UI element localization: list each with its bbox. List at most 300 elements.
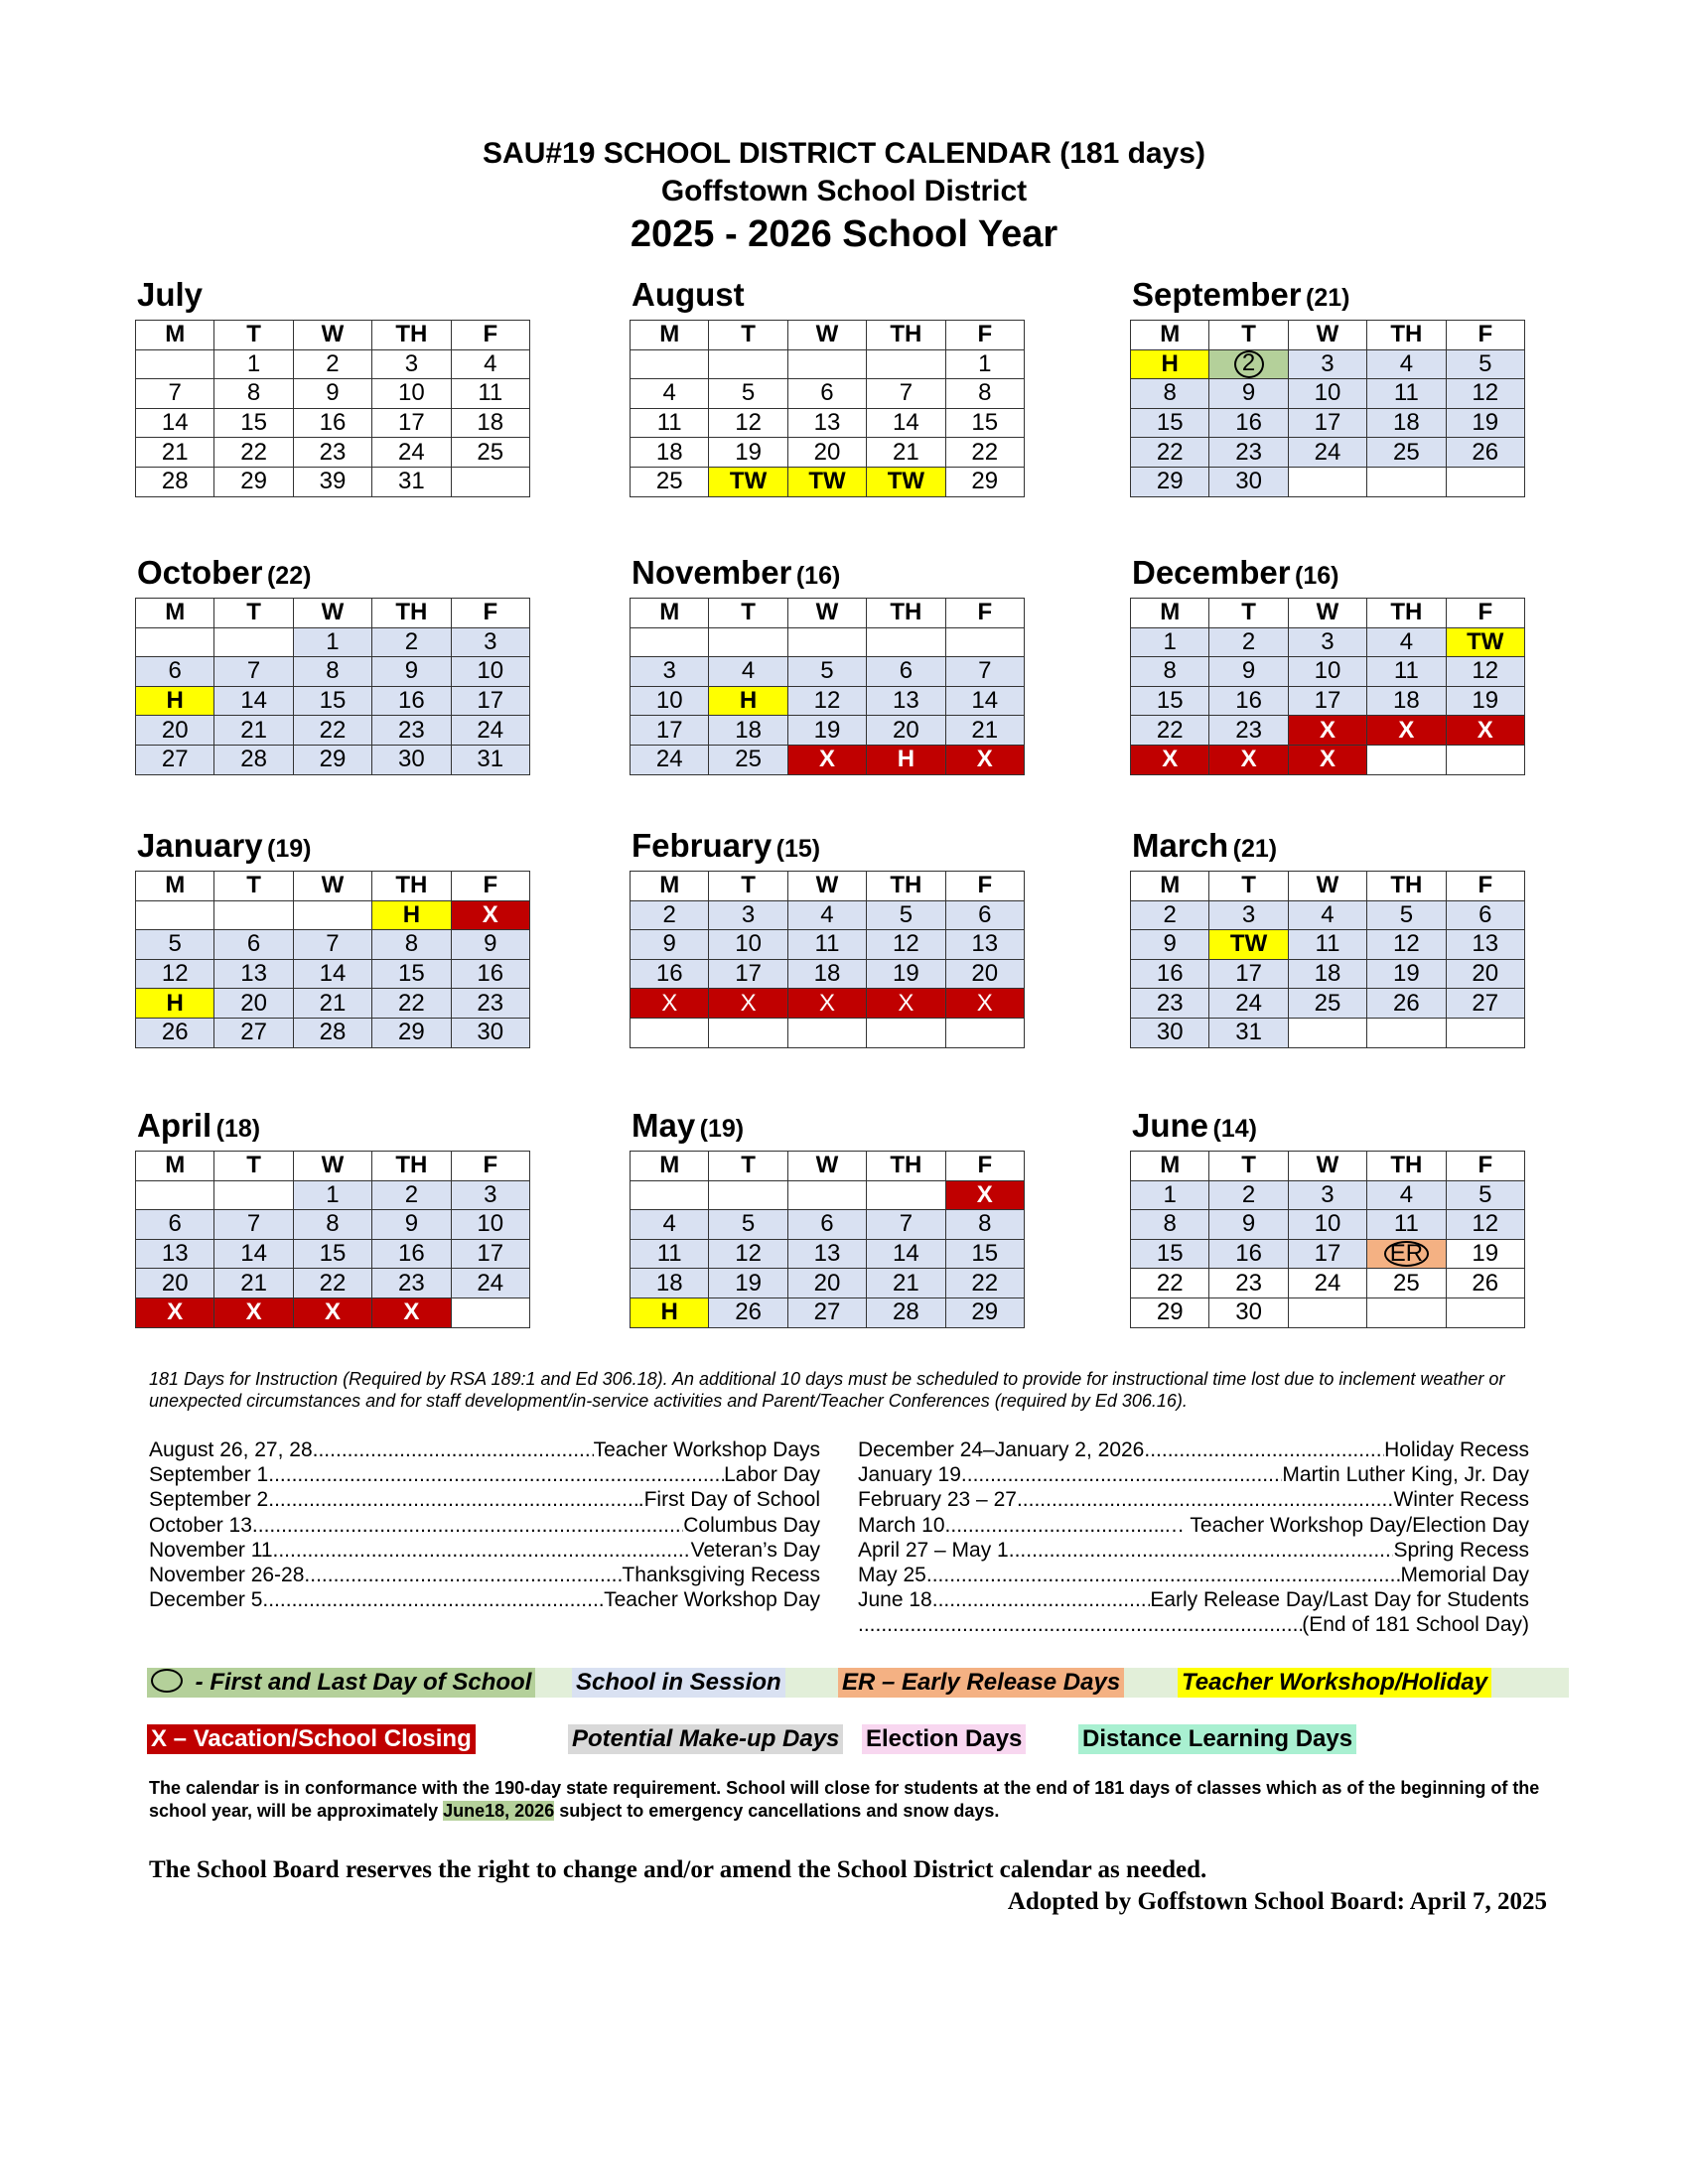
- day-cell: 14: [214, 1239, 293, 1269]
- weekday-header: TH: [372, 599, 451, 628]
- weekday-header: W: [1288, 321, 1366, 350]
- day-cell: 1: [1131, 1180, 1209, 1210]
- weekday-header: T: [1209, 599, 1288, 628]
- day-cell: 28: [867, 1297, 945, 1327]
- week-row: [1131, 930, 1525, 960]
- day-cell: 13: [867, 686, 945, 716]
- day-cell: 31: [451, 745, 529, 774]
- calendar-table: [1130, 598, 1525, 775]
- day-cell: 20: [867, 716, 945, 746]
- day-cell: 21: [867, 438, 945, 468]
- month-name: February: [632, 827, 773, 864]
- leader-dots: [1017, 1487, 1394, 1512]
- week-row: [631, 930, 1025, 960]
- day-cell: 14: [293, 959, 371, 989]
- day-cell: [631, 1018, 709, 1047]
- week-row: [1131, 438, 1525, 468]
- month-november: [630, 554, 1025, 775]
- month-day-count: (21): [1232, 835, 1278, 863]
- weekday-header: W: [1288, 599, 1366, 628]
- weekday-header: M: [1131, 599, 1209, 628]
- event-row: [149, 1513, 820, 1538]
- weekday-header: T: [709, 599, 787, 628]
- day-cell: 18: [451, 408, 529, 438]
- day-cell: 13: [136, 1239, 214, 1269]
- day-cell: 3: [709, 900, 787, 930]
- day-cell: H: [631, 1297, 709, 1327]
- day-cell: X: [1288, 716, 1366, 746]
- day-cell: 14: [867, 408, 945, 438]
- event-row: [858, 1437, 1529, 1462]
- week-row: [631, 408, 1025, 438]
- day-cell: 21: [867, 1269, 945, 1298]
- day-cell: 25: [1367, 1269, 1446, 1298]
- day-cell: 16: [372, 686, 451, 716]
- calendar-header: [0, 135, 1688, 258]
- month-day-count: (21): [1306, 284, 1350, 312]
- legend-election-days: Election Days: [862, 1724, 1026, 1754]
- day-cell: H: [372, 900, 451, 930]
- day-cell: 25: [451, 438, 529, 468]
- weekday-header: M: [1131, 1152, 1209, 1181]
- weekday-header: T: [709, 321, 787, 350]
- week-row: [631, 1018, 1025, 1047]
- day-cell: 6: [945, 900, 1024, 930]
- day-cell: 19: [1367, 959, 1446, 989]
- day-cell: 27: [136, 745, 214, 774]
- day-cell: 14: [214, 686, 293, 716]
- week-row: [1131, 467, 1525, 496]
- day-cell: 5: [709, 379, 787, 409]
- day-cell: 7: [136, 379, 214, 409]
- week-row: [136, 959, 530, 989]
- weekday-header: T: [214, 599, 293, 628]
- event-row: [858, 1487, 1529, 1512]
- event-row: [858, 1513, 1529, 1538]
- day-cell: 6: [214, 930, 293, 960]
- day-cell: 8: [293, 1210, 371, 1240]
- day-cell: X: [136, 1297, 214, 1327]
- day-cell: 18: [709, 716, 787, 746]
- day-cell: 9: [372, 1210, 451, 1240]
- week-row: [136, 1239, 530, 1269]
- day-cell: 24: [1209, 989, 1288, 1019]
- week-row: [631, 1180, 1025, 1210]
- day-cell: X: [1446, 716, 1524, 746]
- day-cell: X: [1131, 745, 1209, 774]
- event-name: Columbus Day: [683, 1513, 820, 1537]
- month-heading: [632, 827, 820, 865]
- day-cell: TW: [1446, 627, 1524, 657]
- day-cell: 15: [1131, 686, 1209, 716]
- week-row: [631, 1239, 1025, 1269]
- day-cell: [631, 1180, 709, 1210]
- month-september: [1130, 276, 1525, 497]
- weekday-header: TH: [867, 1152, 945, 1181]
- day-cell: 5: [136, 930, 214, 960]
- leader-dots: [858, 1612, 1302, 1637]
- month-january: [135, 827, 530, 1048]
- day-cell: 10: [1288, 1210, 1366, 1240]
- day-cell: 17: [631, 716, 709, 746]
- day-cell: [451, 1297, 529, 1327]
- week-row: [136, 467, 530, 496]
- day-cell: 21: [214, 1269, 293, 1298]
- day-cell: X: [1209, 745, 1288, 774]
- legend-distance-learning: Distance Learning Days: [1078, 1724, 1356, 1754]
- day-cell: 8: [293, 657, 371, 687]
- day-cell: 9: [372, 657, 451, 687]
- week-row: [1131, 627, 1525, 657]
- day-cell: 20: [787, 438, 866, 468]
- day-cell: 4: [1367, 1180, 1446, 1210]
- day-cell: 31: [372, 467, 451, 496]
- week-row: [631, 959, 1025, 989]
- event-date: April 27 – May 1: [858, 1538, 1009, 1562]
- day-cell: 20: [787, 1269, 866, 1298]
- weekday-header: F: [945, 321, 1024, 350]
- day-cell: 26: [136, 1018, 214, 1047]
- event-date: September 2: [149, 1488, 269, 1512]
- legend-first-last-day: - First and Last Day of School: [147, 1668, 535, 1698]
- day-cell: 22: [372, 989, 451, 1019]
- week-row: [136, 379, 530, 409]
- day-cell: 11: [451, 379, 529, 409]
- day-cell: 19: [1446, 686, 1524, 716]
- legend-vacation: X – Vacation/School Closing: [147, 1724, 476, 1754]
- day-cell: 17: [1209, 959, 1288, 989]
- month-day-count: (15): [775, 835, 821, 863]
- event-date: December 24–January 2, 2026: [858, 1438, 1145, 1461]
- calendar-table: [630, 598, 1025, 775]
- day-cell: 22: [1131, 1269, 1209, 1298]
- day-cell: 12: [1367, 930, 1446, 960]
- event-name: (End of 181 School Day): [1302, 1613, 1529, 1637]
- weekday-header: TH: [1367, 321, 1446, 350]
- week-row: [136, 716, 530, 746]
- day-cell: 10: [451, 657, 529, 687]
- day-cell: 10: [1288, 657, 1366, 687]
- event-date: February 23 – 27: [858, 1488, 1017, 1512]
- day-cell: 17: [451, 686, 529, 716]
- day-cell: 29: [1131, 1297, 1209, 1327]
- event-date: August 26, 27, 28: [149, 1438, 313, 1461]
- day-cell: 13: [1446, 930, 1524, 960]
- day-cell: 4: [631, 379, 709, 409]
- day-cell: 3: [1209, 900, 1288, 930]
- day-cell: 1: [293, 627, 371, 657]
- day-cell: [293, 900, 371, 930]
- weekday-header: TH: [372, 1152, 451, 1181]
- events-list-left: [149, 1437, 820, 1612]
- event-name: Teacher Workshop Days: [593, 1438, 820, 1461]
- calendar-table: [1130, 1151, 1525, 1328]
- month-june: [1130, 1107, 1525, 1328]
- week-row: [631, 989, 1025, 1019]
- day-cell: 22: [945, 438, 1024, 468]
- oval-icon: [151, 1669, 183, 1693]
- month-name: April: [137, 1107, 212, 1144]
- day-cell: 9: [631, 930, 709, 960]
- day-cell: 14: [945, 686, 1024, 716]
- day-cell: 18: [787, 959, 866, 989]
- day-cell: 4: [1288, 900, 1366, 930]
- weekday-header: TH: [372, 321, 451, 350]
- day-cell: 15: [214, 408, 293, 438]
- day-cell: 13: [787, 408, 866, 438]
- event-date: May 25: [858, 1564, 926, 1587]
- day-cell: 3: [1288, 349, 1366, 379]
- weekday-header: TH: [1367, 1152, 1446, 1181]
- day-cell: 31: [1209, 1018, 1288, 1047]
- calendar-table: [135, 320, 530, 497]
- day-cell: 9: [1209, 1210, 1288, 1240]
- day-cell: 12: [787, 686, 866, 716]
- day-cell: 5: [1446, 349, 1524, 379]
- day-cell: TW: [709, 467, 787, 496]
- day-cell: 25: [631, 467, 709, 496]
- week-row: [631, 1210, 1025, 1240]
- day-cell: 15: [945, 1239, 1024, 1269]
- day-cell: 4: [709, 657, 787, 687]
- month-heading: [137, 827, 312, 865]
- day-cell: 30: [1209, 467, 1288, 496]
- day-cell: 15: [1131, 408, 1209, 438]
- day-cell: 11: [1367, 657, 1446, 687]
- day-cell: 23: [372, 1269, 451, 1298]
- weekday-header: W: [293, 599, 371, 628]
- day-cell: 4: [631, 1210, 709, 1240]
- week-row: [136, 930, 530, 960]
- event-name: Veteran’s Day: [690, 1538, 820, 1562]
- day-cell: 16: [451, 959, 529, 989]
- day-cell: 19: [709, 1269, 787, 1298]
- day-cell: [1288, 1297, 1366, 1327]
- day-cell: 20: [136, 716, 214, 746]
- event-name: Winter Recess: [1393, 1488, 1529, 1512]
- day-cell: 5: [787, 657, 866, 687]
- week-row: [136, 1210, 530, 1240]
- weekday-header: W: [1288, 872, 1366, 901]
- day-cell: X: [631, 989, 709, 1019]
- month-october: [135, 554, 530, 775]
- day-cell: 22: [1131, 438, 1209, 468]
- day-cell: [787, 627, 866, 657]
- week-row: [1131, 1180, 1525, 1210]
- calendar-table: [135, 1151, 530, 1328]
- day-cell: 22: [293, 1269, 371, 1298]
- day-cell: 22: [293, 716, 371, 746]
- month-name: July: [137, 276, 204, 313]
- week-row: [1131, 1297, 1525, 1327]
- month-april: [135, 1107, 530, 1328]
- day-cell: 2: [372, 1180, 451, 1210]
- day-cell: 25: [1367, 438, 1446, 468]
- day-cell: 18: [1367, 408, 1446, 438]
- day-cell: [1367, 1018, 1446, 1047]
- day-cell: 2: [1209, 627, 1288, 657]
- month-name: January: [137, 827, 263, 864]
- day-cell: TW: [787, 467, 866, 496]
- day-cell: 2: [631, 900, 709, 930]
- weekday-header: W: [1288, 1152, 1366, 1181]
- weekday-header: T: [1209, 1152, 1288, 1181]
- day-cell: 23: [1209, 716, 1288, 746]
- day-cell: 28: [136, 467, 214, 496]
- month-heading: [632, 1107, 744, 1145]
- day-cell: 30: [372, 745, 451, 774]
- week-row: [1131, 989, 1525, 1019]
- day-cell: 4: [787, 900, 866, 930]
- day-cell: 21: [945, 716, 1024, 746]
- day-cell: 8: [1131, 1210, 1209, 1240]
- day-cell: [1367, 745, 1446, 774]
- week-row: [136, 989, 530, 1019]
- day-cell: 9: [1131, 930, 1209, 960]
- week-row: [136, 1297, 530, 1327]
- legend-in-session: School in Session: [572, 1668, 785, 1698]
- day-cell: 21: [214, 716, 293, 746]
- day-cell: 2: [1131, 900, 1209, 930]
- week-row: [136, 1180, 530, 1210]
- day-cell: 22: [1131, 716, 1209, 746]
- day-cell: 20: [945, 959, 1024, 989]
- day-cell: 3: [451, 1180, 529, 1210]
- weekday-header: M: [1131, 321, 1209, 350]
- week-row: [631, 467, 1025, 496]
- day-cell: [136, 349, 214, 379]
- day-cell: [451, 467, 529, 496]
- events-list-right: [858, 1437, 1529, 1638]
- day-cell: 23: [1209, 438, 1288, 468]
- day-cell: 16: [293, 408, 371, 438]
- weekday-header: TH: [867, 599, 945, 628]
- day-cell: 4: [451, 349, 529, 379]
- weekday-header: F: [1446, 599, 1524, 628]
- month-july: [135, 276, 530, 497]
- day-cell: 10: [631, 686, 709, 716]
- day-cell: 17: [1288, 686, 1366, 716]
- day-cell: 17: [1288, 408, 1366, 438]
- day-cell: 1: [945, 349, 1024, 379]
- day-cell: [1367, 467, 1446, 496]
- day-cell: 8: [214, 379, 293, 409]
- day-cell: H: [136, 686, 214, 716]
- adoption-date: Adopted by Goffstown School Board: April 7, 2025: [1007, 1888, 1547, 1915]
- day-cell: 15: [293, 686, 371, 716]
- day-cell: 12: [867, 930, 945, 960]
- calendar-table: [1130, 871, 1525, 1048]
- day-cell: 20: [1446, 959, 1524, 989]
- day-cell: 6: [136, 1210, 214, 1240]
- weekday-header: T: [709, 872, 787, 901]
- day-cell: H: [709, 686, 787, 716]
- day-cell: 29: [293, 745, 371, 774]
- day-cell: [709, 1018, 787, 1047]
- week-row: [1131, 657, 1525, 687]
- day-cell: X: [214, 1297, 293, 1327]
- month-heading: [1132, 276, 1349, 314]
- day-cell: 12: [709, 1239, 787, 1269]
- weekday-header: W: [293, 321, 371, 350]
- day-cell: 23: [1209, 1269, 1288, 1298]
- day-cell: [709, 627, 787, 657]
- event-date: October 13: [149, 1513, 252, 1537]
- day-cell: 18: [1367, 686, 1446, 716]
- day-cell: 29: [214, 467, 293, 496]
- day-cell: 6: [136, 657, 214, 687]
- week-row: [631, 1297, 1025, 1327]
- day-cell: 17: [709, 959, 787, 989]
- day-cell: 16: [1209, 1239, 1288, 1269]
- week-row: [1131, 408, 1525, 438]
- day-cell: 12: [709, 408, 787, 438]
- day-cell: 25: [1288, 989, 1366, 1019]
- day-cell: 29: [372, 1018, 451, 1047]
- day-cell: [631, 349, 709, 379]
- week-row: [1131, 745, 1525, 774]
- month-day-count: (22): [266, 562, 312, 590]
- day-cell: 8: [1131, 657, 1209, 687]
- day-cell: 16: [1209, 408, 1288, 438]
- weekday-header: F: [451, 872, 529, 901]
- day-cell: [867, 349, 945, 379]
- day-cell: 11: [1367, 1210, 1446, 1240]
- week-row: [631, 627, 1025, 657]
- day-cell: [136, 1180, 214, 1210]
- day-cell: [1288, 467, 1366, 496]
- day-cell: X: [293, 1297, 371, 1327]
- day-cell: 18: [631, 438, 709, 468]
- district-title: SAU#19 SCHOOL DISTRICT CALENDAR (181 days): [483, 137, 1205, 170]
- event-name: Holiday Recess: [1384, 1438, 1529, 1461]
- day-cell: 16: [1209, 686, 1288, 716]
- day-cell: 19: [787, 716, 866, 746]
- leader-dots: [262, 1587, 604, 1612]
- weekday-header: T: [214, 1152, 293, 1181]
- day-cell: 29: [945, 1297, 1024, 1327]
- day-cell: [945, 627, 1024, 657]
- week-row: [631, 657, 1025, 687]
- month-day-count: (16): [1295, 562, 1339, 590]
- day-cell: 7: [293, 930, 371, 960]
- day-cell: [1367, 1297, 1446, 1327]
- day-cell: 11: [787, 930, 866, 960]
- day-cell: 19: [709, 438, 787, 468]
- event-row: [149, 1563, 820, 1587]
- day-cell: [867, 1180, 945, 1210]
- month-heading: [632, 276, 745, 314]
- day-cell: 7: [945, 657, 1024, 687]
- weekday-header: W: [293, 872, 371, 901]
- month-day-count: (19): [267, 835, 312, 863]
- month-heading: [632, 554, 840, 592]
- week-row: [1131, 1269, 1525, 1298]
- day-cell: [214, 627, 293, 657]
- event-name: … Teacher Workshop Day/Election Day: [1163, 1513, 1529, 1537]
- month-heading: [1132, 1107, 1257, 1145]
- day-cell: 5: [1367, 900, 1446, 930]
- weekday-header: M: [631, 872, 709, 901]
- month-heading: [137, 554, 311, 592]
- day-cell: X: [1288, 745, 1366, 774]
- day-cell: 18: [1288, 959, 1366, 989]
- day-cell: 24: [372, 438, 451, 468]
- day-cell: 24: [1288, 1269, 1366, 1298]
- day-cell: [1209, 349, 1288, 379]
- leader-dots: [268, 1462, 724, 1487]
- day-cell: 9: [1209, 379, 1288, 409]
